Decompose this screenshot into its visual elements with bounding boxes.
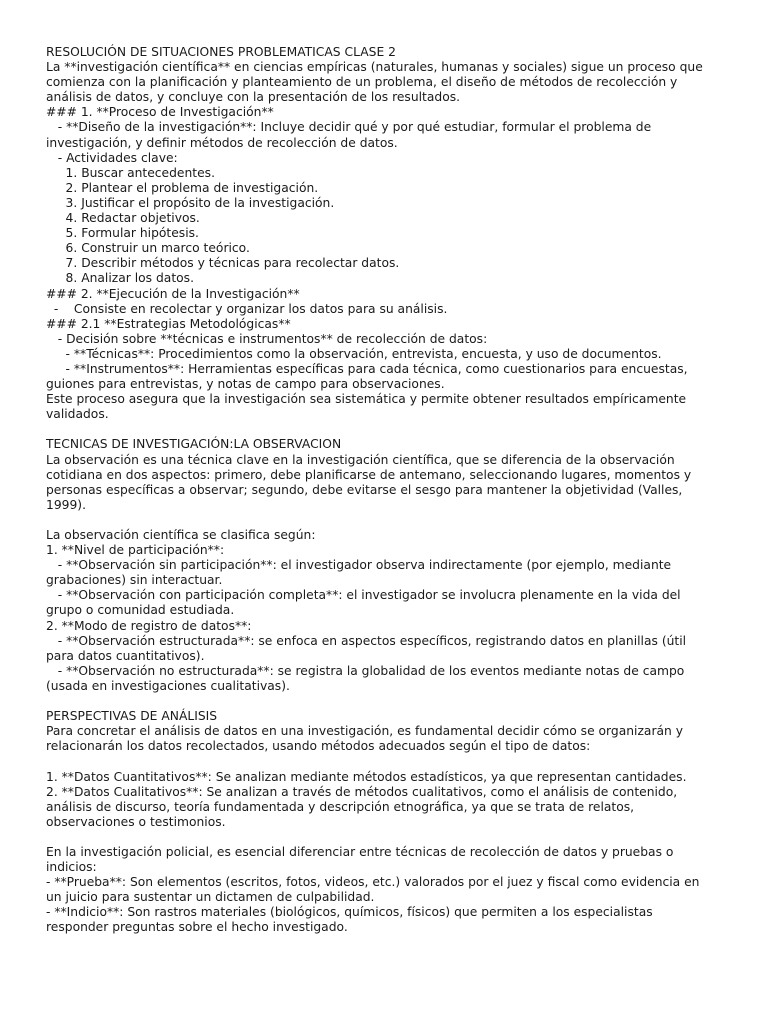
text-line: (usada en investigaciones cualitativas). bbox=[46, 678, 290, 693]
text-line: análisis de datos, y concluye con la presentación de los resultados. bbox=[46, 90, 461, 105]
text-line bbox=[46, 422, 726, 437]
document-body bbox=[46, 45, 726, 936]
text-line: 8. Analizar los datos. bbox=[46, 271, 194, 286]
text-line: Para concretar el análisis de datos en una investigación, es fundamental decidir cómo se organizarán y bbox=[46, 724, 684, 739]
text-line: 2. Plantear el problema de investigación. bbox=[46, 180, 319, 195]
text-line: comienza con la planificación y planteamiento de un problema, el diseño de métodos de recolección y bbox=[46, 75, 678, 90]
text-line: cotidiana en dos aspectos: primero, debe planificarse de antemano, seleccionando lugares, momentos y bbox=[46, 467, 692, 482]
text-line bbox=[46, 513, 726, 528]
text-line: 5. Formular hipótesis. bbox=[46, 226, 199, 241]
text-line: 4. Redactar objetivos. bbox=[46, 211, 200, 226]
text-line: ### 1. **Proceso de Investigación** bbox=[46, 105, 274, 120]
text-line: - **Observación con participación completa**: el investigador se involucra plenamente en la vida del bbox=[46, 588, 681, 603]
text-line: - Decisión sobre **técnicas e instrumentos** de recolección de datos: bbox=[46, 331, 488, 346]
text-line: 1999). bbox=[46, 497, 87, 512]
text-line: - Actividades clave: bbox=[46, 150, 178, 165]
text-line: La **investigación científica** en ciencias empíricas (naturales, humanas y sociales) sigue un proceso que bbox=[46, 60, 703, 75]
text-line: ### 2.1 **Estrategias Metodológicas** bbox=[46, 316, 291, 331]
text-line: ### 2. **Ejecución de la Investigación** bbox=[46, 286, 300, 301]
text-line: - **Observación estructurada**: se enfoca en aspectos específicos, registrando datos en planillas (útil bbox=[46, 633, 687, 648]
text-line: responder preguntas sobre el hecho investigado. bbox=[46, 920, 348, 935]
text-line: indicios: bbox=[46, 860, 97, 875]
text-line: - **Técnicas**: Procedimientos como la observación, entrevista, encuesta, y uso de documentos. bbox=[46, 346, 662, 361]
text-line: TECNICAS DE INVESTIGACIÓN:LA OBSERVACION bbox=[46, 437, 342, 452]
text-line: - **Observación sin participación**: el investigador observa indirectamente (por ejemplo, mediante bbox=[46, 558, 672, 573]
text-line: Este proceso asegura que la investigación sea sistemática y permite obtener resultados empíricamente bbox=[46, 392, 687, 407]
text-line: 1. **Nivel de participación**: bbox=[46, 543, 225, 558]
text-line: 6. Construir un marco teórico. bbox=[46, 241, 250, 256]
text-line: guiones para entrevistas, y notas de campo para observaciones. bbox=[46, 377, 445, 392]
text-line: validados. bbox=[46, 407, 109, 422]
text-line: observaciones o testimonios. bbox=[46, 814, 226, 829]
text-line: 2. **Datos Cualitativos**: Se analizan a través de métodos cualitativos, como el análisis de contenido, bbox=[46, 784, 678, 799]
text-line: 2. **Modo de registro de datos**: bbox=[46, 618, 252, 633]
text-line: En la investigación policial, es esencial diferenciar entre técnicas de recolección de datos y pruebas o bbox=[46, 844, 674, 859]
text-line bbox=[46, 830, 726, 845]
text-line: 1. **Datos Cuantitativos**: Se analizan mediante métodos estadísticos, ya que representan cantidades. bbox=[46, 769, 687, 784]
text-line: investigación, y definir métodos de recolección de datos. bbox=[46, 135, 398, 150]
text-line: 3. Justificar el propósito de la investigación. bbox=[46, 195, 335, 210]
text-line: - **Instrumentos**: Herramientas específicas para cada técnica, como cuestionarios para encuestas, bbox=[46, 361, 688, 376]
text-line: para datos cuantitativos). bbox=[46, 648, 205, 663]
text-line: grabaciones) sin interactuar. bbox=[46, 573, 223, 588]
text-line: grupo o comunidad estudiada. bbox=[46, 603, 235, 618]
text-line: 7. Describir métodos y técnicas para recolectar datos. bbox=[46, 256, 400, 271]
text-line bbox=[46, 694, 726, 709]
text-line: análisis de discurso, teoría fundamentada y descripción etnográfica, ya que se trata de relatos, bbox=[46, 799, 635, 814]
text-line: - Consiste en recolectar y organizar los datos para su análisis. bbox=[46, 301, 448, 316]
text-line: La observación es una técnica clave en la investigación científica, que se diferencia de la observación bbox=[46, 452, 675, 467]
text-line: un juicio para sustentar un dictamen de culpabilidad. bbox=[46, 890, 375, 905]
text-line: La observación científica se clasifica según: bbox=[46, 528, 316, 542]
text-line: personas específicas a observar; segundo, debe evitarse el sesgo para mantener la objetividad (Valles, bbox=[46, 482, 683, 497]
text-line: - **Indicio**: Son rastros materiales (biológicos, químicos, físicos) que permiten a los especialistas bbox=[46, 905, 653, 920]
text-line: - **Diseño de la investigación**: Incluye decidir qué y por qué estudiar, formular el problema de bbox=[46, 120, 652, 135]
text-line: - **Observación no estructurada**: se registra la globalidad de los eventos mediante notas de campo bbox=[46, 663, 685, 678]
text-line: 1. Buscar antecedentes. bbox=[46, 165, 215, 180]
text-line: PERSPECTIVAS DE ANÁLISIS bbox=[46, 709, 218, 724]
text-line: RESOLUCIÓN DE SITUACIONES PROBLEMATICAS CLASE 2 bbox=[46, 45, 396, 59]
text-line: relacionarán los datos recolectados, usando métodos adecuados según el tipo de datos: bbox=[46, 739, 591, 754]
text-line: - **Prueba**: Son elementos (escritos, fotos, videos, etc.) valorados por el juez y fiscal como evidencia en bbox=[46, 875, 700, 890]
text-line bbox=[46, 754, 726, 769]
